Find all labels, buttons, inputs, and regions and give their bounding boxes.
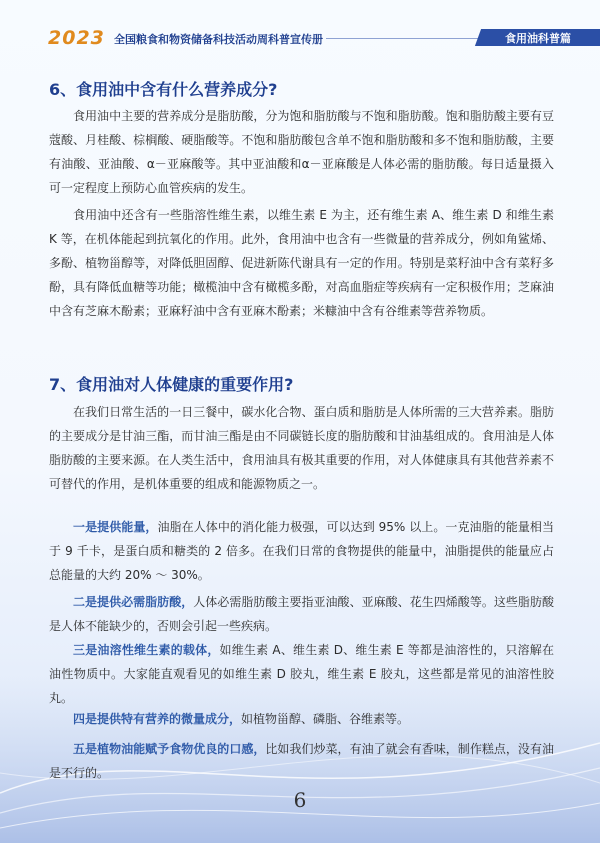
point-lead: 一是提供能量， xyxy=(73,520,158,534)
point-text: 如植物甾醇、磷脂、谷维素等。 xyxy=(241,712,410,726)
point-paragraph xyxy=(49,515,554,587)
point-text: 人体必需脂肪酸主要指亚油酸、亚麻酸、花生四烯酸等。这些脂肪酸是人体不能缺少的，否则会引起一些疾病。 xyxy=(49,595,554,633)
point-text: 油脂在人体中的消化能力极强，可以达到 95% 以上。一克油脂的能量相当于 9 千卡，是蛋白质和糖类的 2 倍多。在我们日常的食物提供的能量中，油脂提供的能量应占总能量的大约 20% ～ 30%。 xyxy=(49,520,554,582)
point-lead: 二是提供必需脂肪酸， xyxy=(73,595,194,609)
page-number: 6 xyxy=(293,788,307,812)
point-paragraph xyxy=(49,590,554,638)
section-title-7: 7、食用油对人体健康的重要作用? xyxy=(49,375,294,394)
point-lead: 五是植物油能赋予食物优良的口感， xyxy=(73,742,266,756)
header-title: 全国粮食和物资储备科技活动周科普宣传册 xyxy=(114,33,323,46)
paragraph: 食用油中主要的营养成分是脂肪酸，分为饱和脂肪酸与不饱和脂肪酸。饱和脂肪酸主要有豆蔻酸、月桂酸、棕榈酸、硬脂酸等。不饱和脂肪酸包含单不饱和脂肪酸和多不饱和脂肪酸，主要有油酸、亚油酸、α－亚麻酸等。其中亚油酸和α－亚麻酸是人体必需的脂肪酸。每日适量摄入可一定程度上预防心血管疾病的发生。 xyxy=(49,109,554,195)
point-paragraph xyxy=(49,638,554,710)
header-year: 2023 xyxy=(48,27,105,49)
point-lead: 三是油溶性维生素的载体， xyxy=(73,643,220,657)
paragraph: 在我们日常生活的一日三餐中，碳水化合物、蛋白质和脂肪是人体所需的三大营养素。脂肪的主要成分是甘油三酯，而甘油三酯是由不同碳链长度的脂肪酸和甘油基组成的。食用油是人体脂肪酸的主要来源。在人类生活中，食用油具有极其重要的作用，对人体健康具有其他营养素不可替代的作用，是机体重要的组成和能源物质之一。 xyxy=(49,405,554,491)
point-text: 比如我们炒菜，有油了就会有香味，制作糕点，没有油是不行的。 xyxy=(49,742,554,780)
section-title-6: 6、食用油中含有什么营养成分? xyxy=(49,80,278,99)
paragraph: 食用油中还含有一些脂溶性维生素，以维生素 E 为主，还有维生素 A、维生素 D 和维生素 K 等，在机体能起到抗氧化的作用。此外，食用油中也含有一些微量的营养成分，例如角鲨烯、多酚、植物甾醇等，对降低胆固醇、促进新陈代谢具有一定的作用。特别是菜籽油中含有菜籽多酚，具有降低血糖等功能；橄榄油中含有橄榄多酚，对高血脂症等疾病有一定积极作用；芝麻油中含有芝麻木酚素；亚麻籽油中含有亚麻木酚素；米糠油中含有谷维素等营养物质。 xyxy=(49,208,554,318)
point-paragraph xyxy=(49,707,554,731)
header-section-label: 食用油科普篇 xyxy=(505,32,571,45)
page-header xyxy=(0,0,600,49)
point-paragraph xyxy=(49,737,554,785)
point-text: 如维生素 A、维生素 D、维生素 E 等都是油溶性的，只溶解在油性物质中。大家能直观看见的如维生素 D 胶丸，维生素 E 胶丸，这些都是常见的油溶性胶丸。 xyxy=(49,643,554,705)
point-lead: 四是提供特有营养的微量成分， xyxy=(73,712,242,726)
